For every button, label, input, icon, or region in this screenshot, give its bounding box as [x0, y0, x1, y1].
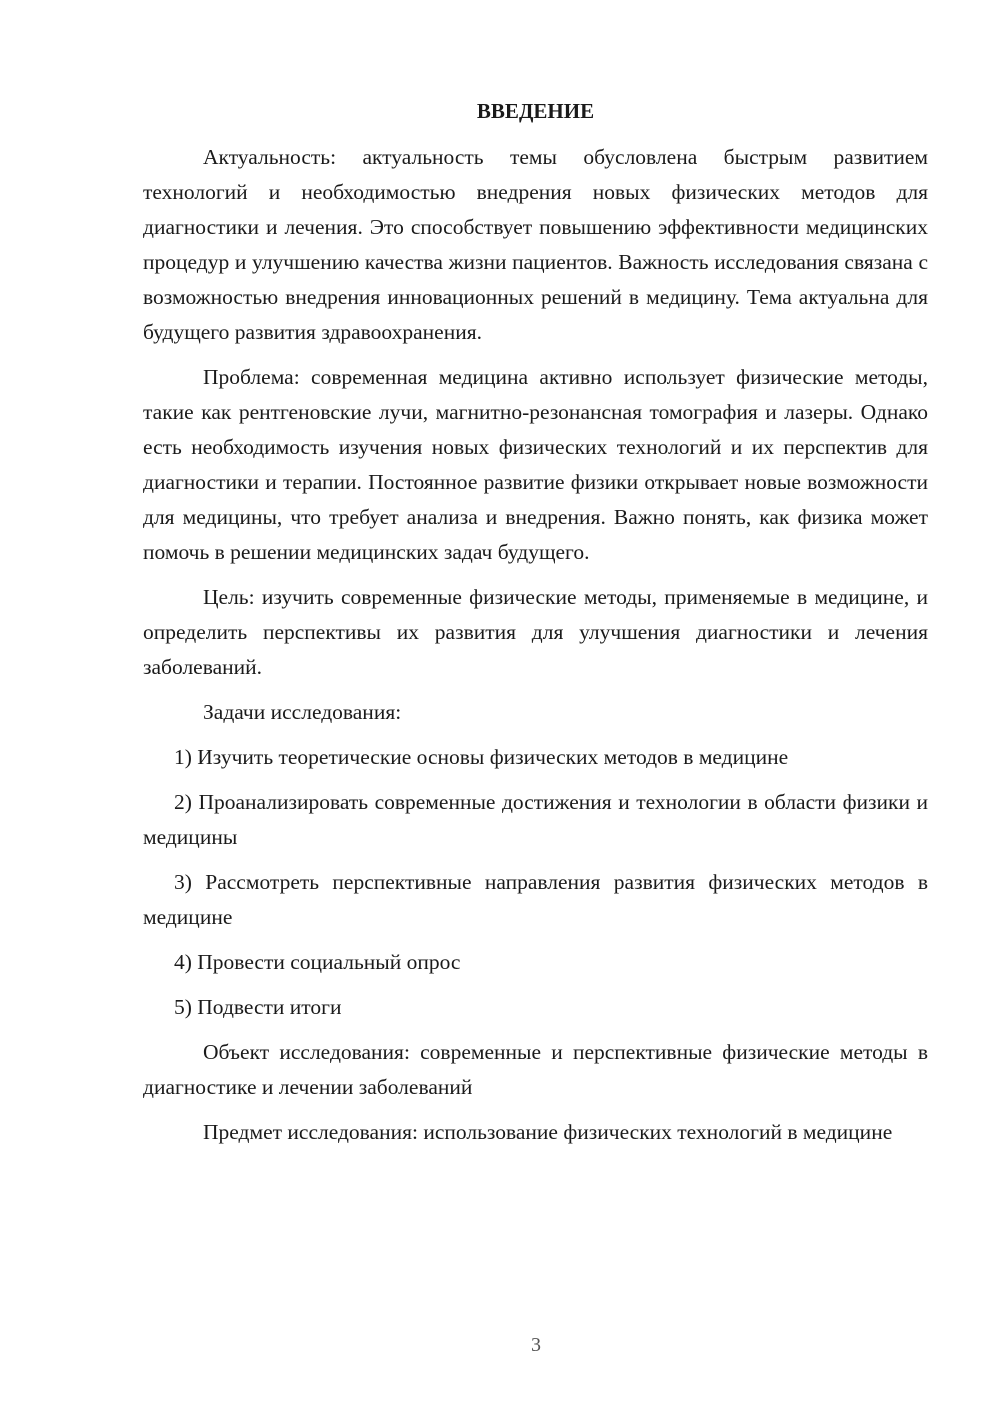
page-number: 3	[531, 1334, 541, 1356]
problem-paragraph: Проблема: современная медицина активно использует физические методы, такие как рентгеновские лучи, магнитно-резонансная томография и лазеры. Однако есть необходимость изучения новых физических технологий и их перспектив для диагностики и терапии. Постоянное развитие физики открывает новые возможности для медицины, что требует анализа и внедрения. Важно понять, как физика может помочь в решении медицинских задач будущего.	[143, 365, 928, 564]
task-item: 1) Изучить теоретические основы физических методов в медицине	[174, 745, 789, 769]
document-page	[143, 96, 928, 1160]
task-item: 5) Подвести итоги	[174, 995, 342, 1019]
section-heading: ВВЕДЕНИЕ	[476, 99, 595, 123]
task-item: 4) Провести социальный опрос	[174, 950, 461, 974]
task-item: 3) Рассмотреть перспективные направления развития физических методов в медицине	[143, 870, 928, 929]
object-paragraph: Объект исследования: современные и перспективные физические методы в диагностике и лечении заболеваний	[143, 1040, 928, 1099]
task-item: 2) Проанализировать современные достижения и технологии в области физики и медицины	[143, 790, 928, 849]
relevance-paragraph: Актуальность: актуальность темы обусловлена быстрым развитием технологий и необходимостью внедрения новых физических методов для диагностики и лечения. Это способствует повышению эффективности медицинских процедур и улучшению качества жизни пациентов. Важность исследования связана с возможностью внедрения инновационных решений в медицину. Тема актуальна для будущего развития здравоохранения.	[143, 145, 928, 344]
goal-paragraph: Цель: изучить современные физические методы, применяемые в медицине, и определить перспективы их развития для улучшения диагностики и лечения заболеваний.	[143, 585, 928, 679]
subject-paragraph: Предмет исследования: использование физических технологий в медицине	[203, 1120, 893, 1144]
tasks-title: Задачи исследования:	[203, 700, 402, 724]
